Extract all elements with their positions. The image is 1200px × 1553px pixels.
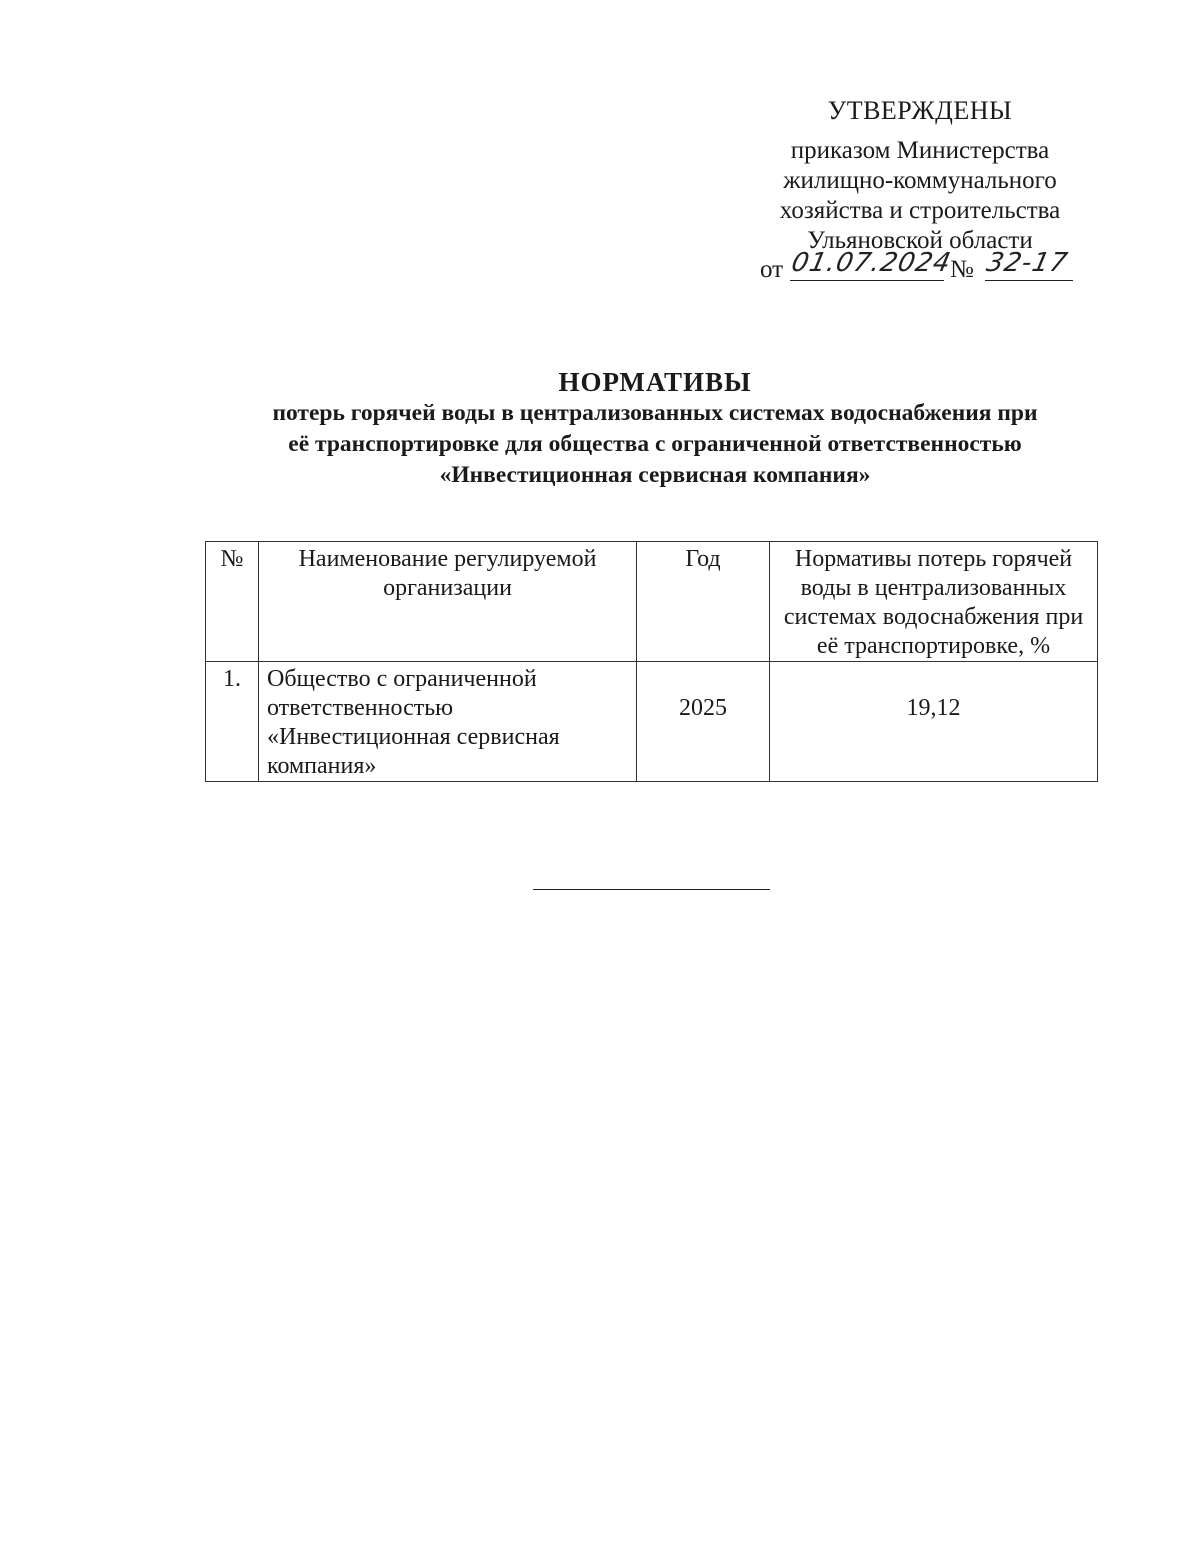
header-year-label: Год — [685, 546, 721, 572]
order-number-field — [985, 250, 1073, 281]
order-reference — [760, 250, 1090, 286]
approval-line: жилищно-коммунального — [783, 167, 1057, 194]
row-norm-value: 19,12 — [906, 695, 961, 721]
header-cell-name — [259, 542, 637, 662]
norms-table — [205, 541, 1098, 782]
row-cell-num — [206, 662, 259, 782]
document-title: НОРМАТИВЫ — [558, 367, 752, 397]
row-organization-name: Общество с ограниченной ответственностью «Инвестиционная сервисная компания» — [267, 666, 560, 779]
order-date-field — [788, 248, 955, 281]
header-num-label: № — [220, 546, 244, 572]
header-norm-label: Нормативы потерь горячей воды в централизованных системах водоснабжения при её транспортировке, % — [783, 546, 1084, 659]
header-cell-norm — [770, 542, 1098, 662]
subtitle-line: потерь горячей воды в централизованных системах водоснабжения при — [272, 400, 1038, 426]
subtitle-line: её транспортировке для общества с ограниченной ответственностью — [288, 431, 1022, 457]
header-cell-num — [206, 542, 259, 662]
header-cell-year — [637, 542, 770, 662]
number-label: № — [950, 256, 974, 283]
approval-line: Ульяновской области — [807, 227, 1033, 254]
row-cell-year — [637, 662, 770, 782]
subtitle-line: «Инвестиционная сервисная компания» — [439, 462, 871, 488]
table-header-row — [206, 542, 1098, 662]
approval-block — [730, 96, 1110, 256]
end-divider — [533, 889, 770, 890]
order-date-handwritten: 01.07.2024 — [788, 248, 955, 278]
row-cell-norm — [770, 662, 1098, 782]
row-cell-name — [259, 662, 637, 782]
document-subtitle — [150, 398, 1160, 491]
from-label: от — [760, 256, 784, 283]
row-num: 1. — [223, 666, 241, 692]
order-number-handwritten: 32-17 — [983, 248, 1071, 278]
approval-line: приказом Министерства — [790, 137, 1050, 164]
approval-line: хозяйства и строительства — [779, 197, 1061, 224]
header-name-label: Наименование регулируемой организации — [298, 546, 597, 601]
document-heading — [150, 366, 1160, 491]
row-year: 2025 — [679, 695, 727, 721]
approved-title: УТВЕРЖДЕНЫ — [827, 96, 1013, 125]
table-row — [206, 662, 1098, 782]
